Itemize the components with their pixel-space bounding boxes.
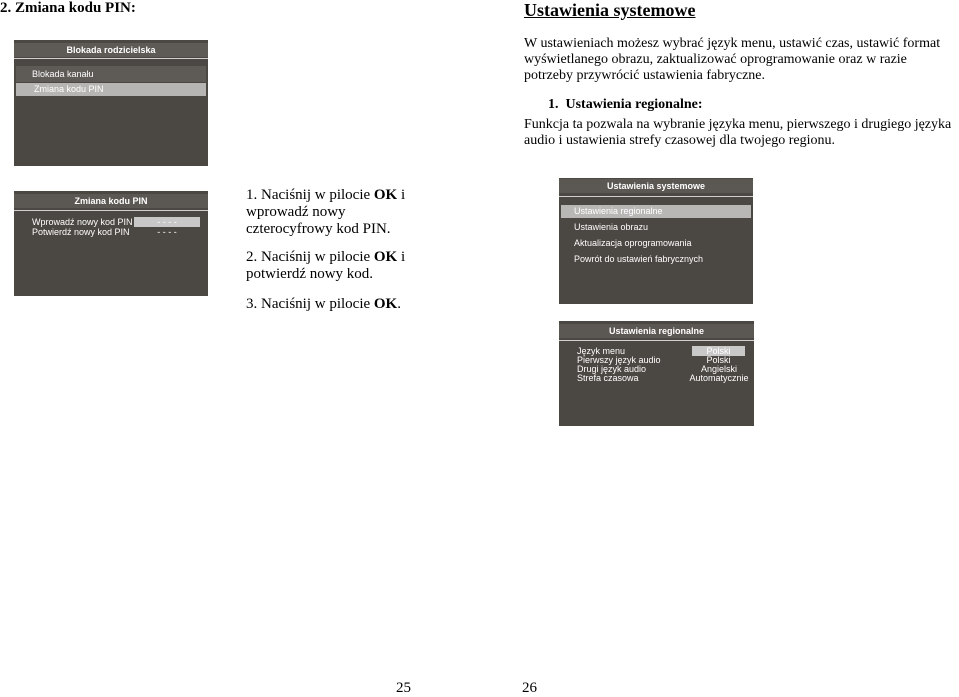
menu-item-picture[interactable]: Ustawienia obrazu [574, 222, 649, 232]
menu-language-label: Język menu [577, 346, 626, 356]
page-number-right: 26 [522, 680, 537, 696]
step-text: Naciśnij w pilocie [261, 296, 374, 312]
second-audio-label: Drugi język audio [577, 364, 647, 374]
divider [559, 196, 753, 197]
regional-settings-menu-screen [559, 321, 754, 426]
step-number: 2. [246, 249, 258, 265]
subsection-label: Ustawienia regionalne: [565, 97, 703, 112]
first-audio-value[interactable]: Polski [706, 355, 731, 365]
menu-title: Blokada rodzicielska [14, 43, 208, 57]
step-key: OK [373, 249, 398, 265]
system-settings-menu-screen [559, 178, 753, 304]
second-audio-value[interactable]: Angielski [700, 364, 738, 374]
timezone-value[interactable]: Automatycznie [689, 373, 749, 383]
step-number: 1. [246, 187, 258, 203]
menu-item-channel-lock[interactable]: Blokada kanału [16, 66, 206, 82]
divider [559, 340, 754, 341]
menu-title: Ustawienia systemowe [559, 179, 753, 193]
menu-language-value[interactable]: Polski [692, 346, 745, 356]
step-key: OK [373, 187, 398, 203]
step-text: i wprowadź nowy czterocyfrowy kod PIN. [246, 187, 406, 237]
timezone-label: Strefa czasowa [577, 373, 639, 383]
subsection-title [548, 97, 703, 113]
step-1 [246, 187, 416, 238]
menu-item-regional[interactable]: Ustawienia regionalne [561, 205, 751, 218]
new-pin-label: Wprowadź nowy kod PIN [32, 217, 133, 227]
change-pin-menu-screen [14, 191, 208, 296]
first-audio-label: Pierwszy język audio [577, 355, 661, 365]
parental-lock-menu-screen [14, 40, 208, 166]
intro-paragraph: W ustawieniach możesz wybrać język menu, ustawić czas, ustawić format wyświetlanego obrazu, zaktualizować oprogramowanie oraz w razie potrzeby przywrócić ustawienia fabryczne. [524, 36, 941, 83]
new-pin-field[interactable]: - - - - [134, 217, 200, 227]
step-number: 3. [246, 296, 258, 312]
section-heading-pin: 2. Zmiana kodu PIN: [0, 0, 136, 16]
menu-title: Ustawienia regionalne [559, 324, 754, 338]
step-key: OK [373, 296, 398, 312]
menu-item-change-pin[interactable]: Zmiana kodu PIN [16, 83, 206, 96]
divider [14, 58, 208, 59]
subsection-paragraph: Funkcja ta pozwala na wybranie języka menu, pierwszego i drugiego języka audio i ustawienia strefy czasowej dla twojego regionu. [524, 117, 952, 148]
menu-title: Zmiana kodu PIN [14, 194, 208, 208]
step-text: Naciśnij w pilocie [261, 249, 374, 265]
subsection-number: 1. [548, 97, 559, 112]
section-heading-system: Ustawienia systemowe [524, 0, 696, 20]
confirm-pin-label: Potwierdź nowy kod PIN [32, 227, 130, 237]
confirm-pin-field[interactable]: - - - - [157, 227, 177, 237]
step-2 [246, 249, 416, 283]
divider [14, 210, 208, 211]
step-text: . [397, 296, 401, 312]
menu-item-factory-reset[interactable]: Powrót do ustawień fabrycznych [574, 254, 704, 264]
page-number-left: 25 [396, 680, 411, 696]
menu-item-software-update[interactable]: Aktualizacja oprogramowania [574, 238, 692, 248]
step-text: Naciśnij w pilocie [261, 187, 374, 203]
step-3 [246, 296, 416, 313]
step-text: i potwierdź nowy kod. [246, 249, 406, 282]
